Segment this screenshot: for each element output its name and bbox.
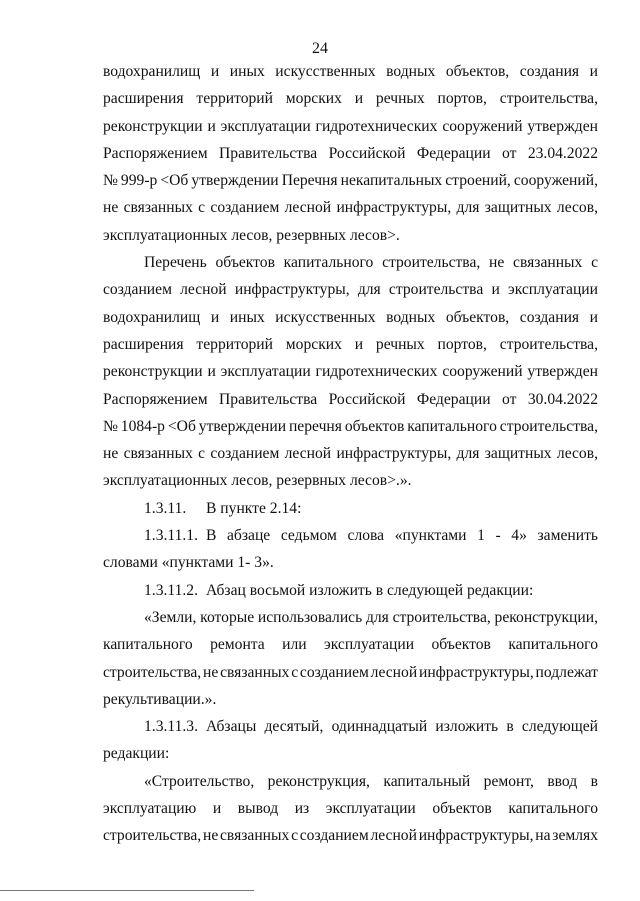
item-number: 1.3.11.3. bbox=[144, 718, 198, 736]
text-line: редакции: bbox=[103, 745, 170, 763]
text-line: словами «пунктами 1- 3». bbox=[103, 554, 274, 572]
footnote-divider bbox=[0, 890, 254, 891]
numbered-item bbox=[103, 522, 598, 549]
text-line: № 1084-р <Об утверждении перечня объектов капитального строительства, bbox=[103, 417, 598, 435]
numbered-item bbox=[103, 495, 598, 522]
text-line: строительства, не связанных с созданием лесной инфраструктуры, подлежат bbox=[103, 663, 598, 681]
text-line: капитального ремонта или эксплуатации объектов капитального bbox=[103, 636, 598, 654]
text-line: «Земли, которые использовались для строительства, реконструкции, bbox=[144, 608, 598, 626]
page-number: 24 bbox=[312, 40, 328, 57]
text-line: расширения территорий морских и речных портов, строительства, bbox=[103, 335, 598, 353]
text-line: Распоряжением Правительства Российской Федерации от 23.04.2022 bbox=[103, 144, 598, 162]
document-body bbox=[103, 58, 598, 850]
text-line: водохранилищ и иных искусственных водных объектов, создания и bbox=[103, 308, 598, 326]
text-line: Перечень объектов капитального строительства, не связанных с bbox=[144, 254, 598, 272]
text-line: реконструкции и эксплуатации гидротехнических сооружений утвержден bbox=[103, 117, 598, 135]
text-line: рекультивации.». bbox=[103, 690, 217, 708]
item-text: Абзац восьмой изложить в следующей редакции: bbox=[206, 581, 534, 599]
numbered-item bbox=[103, 577, 598, 604]
text-line: № 999-р <Об утверждении Перечня некапитальных строений, сооружений, bbox=[103, 172, 598, 190]
text-line: созданием лесной инфраструктуры, для строительства и эксплуатации bbox=[103, 281, 598, 299]
text-line: эксплуатацию и вывод из эксплуатации объектов капитального bbox=[103, 800, 598, 818]
item-text: В абзаце седьмом слова «пунктами 1 - 4» заменить bbox=[206, 527, 598, 545]
text-line: реконструкции и эксплуатации гидротехнических сооружений утвержден bbox=[103, 363, 598, 381]
item-text: Абзацы десятый, одиннадцатый изложить в следующей bbox=[206, 718, 598, 736]
item-number: 1.3.11.2. bbox=[144, 581, 198, 599]
text-line: эксплуатационных лесов, резервных лесов>. bbox=[103, 226, 400, 244]
item-text: В пункте 2.14: bbox=[206, 499, 302, 517]
text-line: не связанных с созданием лесной инфраструктуры, для защитных лесов, bbox=[103, 445, 598, 463]
text-line: Распоряжением Правительства Российской Федерации от 30.04.2022 bbox=[103, 390, 598, 408]
text-line: эксплуатационных лесов, резервных лесов>.». bbox=[103, 472, 412, 490]
text-line: «Строительство, реконструкция, капитальный ремонт, ввод в bbox=[144, 772, 598, 790]
numbered-item bbox=[103, 713, 598, 740]
item-number: 1.3.11. bbox=[144, 499, 187, 517]
text-line: водохранилищ и иных искусственных водных объектов, создания и bbox=[103, 63, 598, 80]
text-line: не связанных с созданием лесной инфраструктуры, для защитных лесов, bbox=[103, 199, 598, 217]
item-number: 1.3.11.1. bbox=[144, 527, 198, 545]
text-line: строительства, не связанных с созданием лесной инфраструктуры, на землях bbox=[103, 827, 598, 845]
text-line: расширения территорий морских и речных портов, строительства, bbox=[103, 90, 598, 108]
